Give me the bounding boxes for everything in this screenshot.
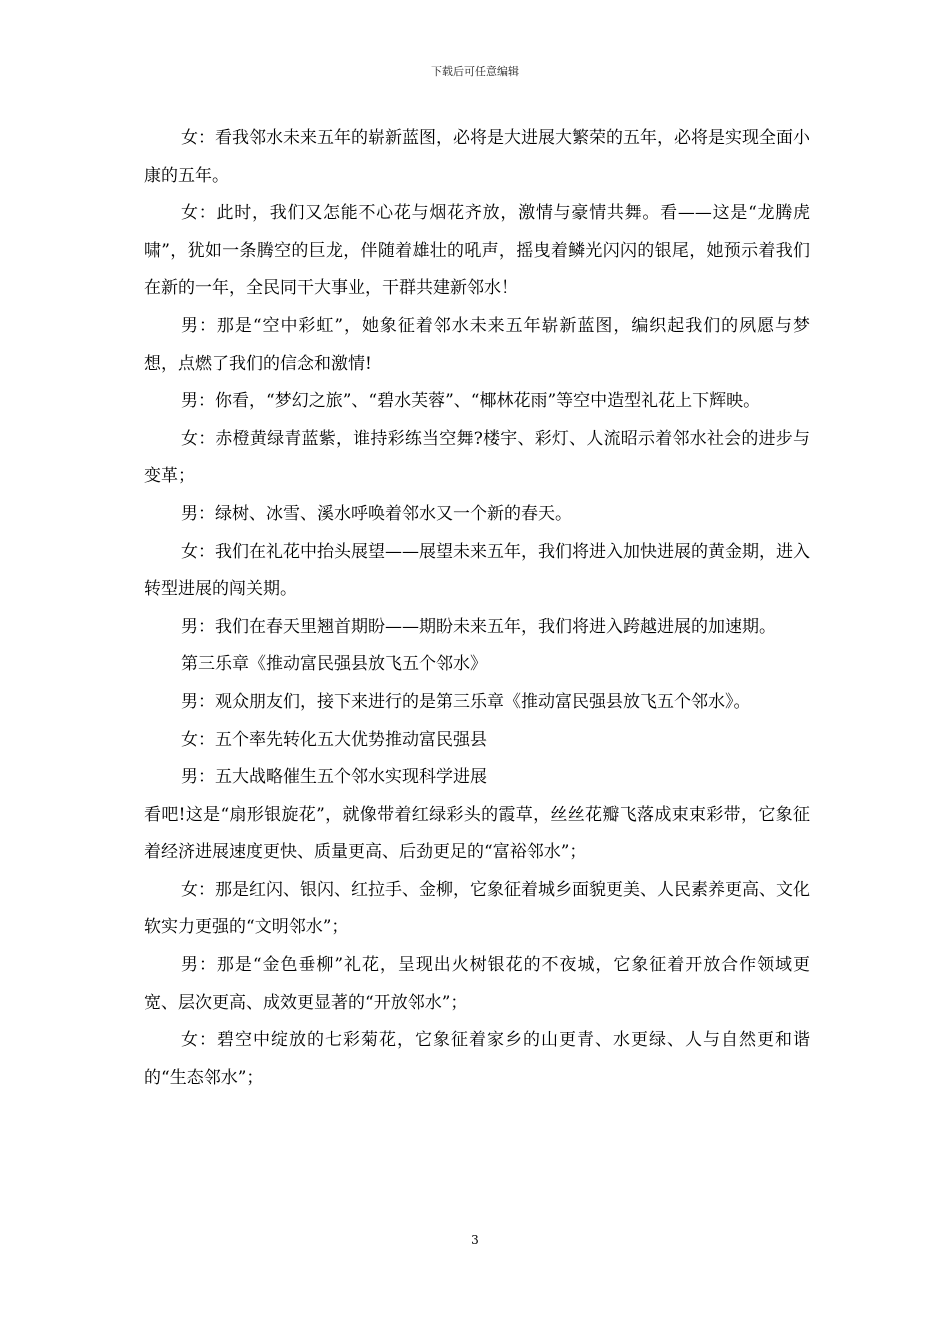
paragraph: 女：那是红闪、银闪、红拉手、金柳，它象征着城乡面貌更美、人民素养更高、文化软实力更强的“文明邻水”； xyxy=(144,879,810,938)
paragraph: 女：我们在礼花中抬头展望——展望未来五年，我们将进入加快进展的黄金期，进入转型进展的闯关期。 xyxy=(144,541,810,600)
paragraph: 男：那是“空中彩虹”，她象征着邻水未来五年崭新蓝图，编织起我们的夙愿与梦想，点燃了我们的信念和激情! xyxy=(144,315,810,374)
section-heading: 第三乐章《推动富民强县放飞五个邻水》 xyxy=(181,654,487,675)
paragraph: 女：赤橙黄绿青蓝紫，谁持彩练当空舞?楼宇、彩灯、人流昭示着邻水社会的进步与变革； xyxy=(144,428,810,487)
paragraph: 男：那是“金色垂柳”礼花，呈现出火树银花的不夜城，它象征着开放合作领域更宽、层次更高、成效更显著的“开放邻水”； xyxy=(144,955,810,1013)
paragraph: 女：碧空中绽放的七彩菊花，它象征着家乡的山更青、水更绿、人与自然更和谐的“生态邻水”； xyxy=(144,1030,810,1088)
paragraph: 男：我们在春天里翘首期盼——期盼未来五年，我们将进入跨越进展的加速期。 xyxy=(181,616,776,637)
paragraph: 女：五个率先转化五大优势推动富民强县 xyxy=(181,729,487,750)
document-body xyxy=(144,120,810,1097)
page-header: 下载后可任意编辑 xyxy=(431,65,519,78)
paragraph: 男：绿树、冰雪、溪水呼唤着邻水又一个新的春天。 xyxy=(181,503,572,524)
page-number: 3 xyxy=(471,1233,479,1247)
paragraph: 看吧!这是“扇形银旋花”，就像带着红绿彩头的霞草，丝丝花瓣飞落成束束彩带，它象征着经济进展速度更快、质量更高、后劲更足的“富裕邻水”； xyxy=(144,804,810,863)
paragraph: 男：五大战略催生五个邻水实现科学进展 xyxy=(181,767,487,788)
paragraph: 男：你看，“梦幻之旅”、“碧水芙蓉”、“椰林花雨”等空中造型礼花上下辉映。 xyxy=(181,391,761,412)
paragraph: 女：此时，我们又怎能不心花与烟花齐放，激情与豪情共舞。看——这是“龙腾虎啸”，犹如一条腾空的巨龙，伴随着雄壮的吼声，摇曳着鳞光闪闪的银尾，她预示着我们在新的一年，全民同干大事业，干群共建新邻水！ xyxy=(144,203,810,299)
paragraph: 女：看我邻水未来五年的崭新蓝图，必将是大进展大繁荣的五年，必将是实现全面小康的五年。 xyxy=(144,128,810,186)
paragraph: 男：观众朋友们，接下来进行的是第三乐章《推动富民强县放飞五个邻水》。 xyxy=(181,691,751,712)
